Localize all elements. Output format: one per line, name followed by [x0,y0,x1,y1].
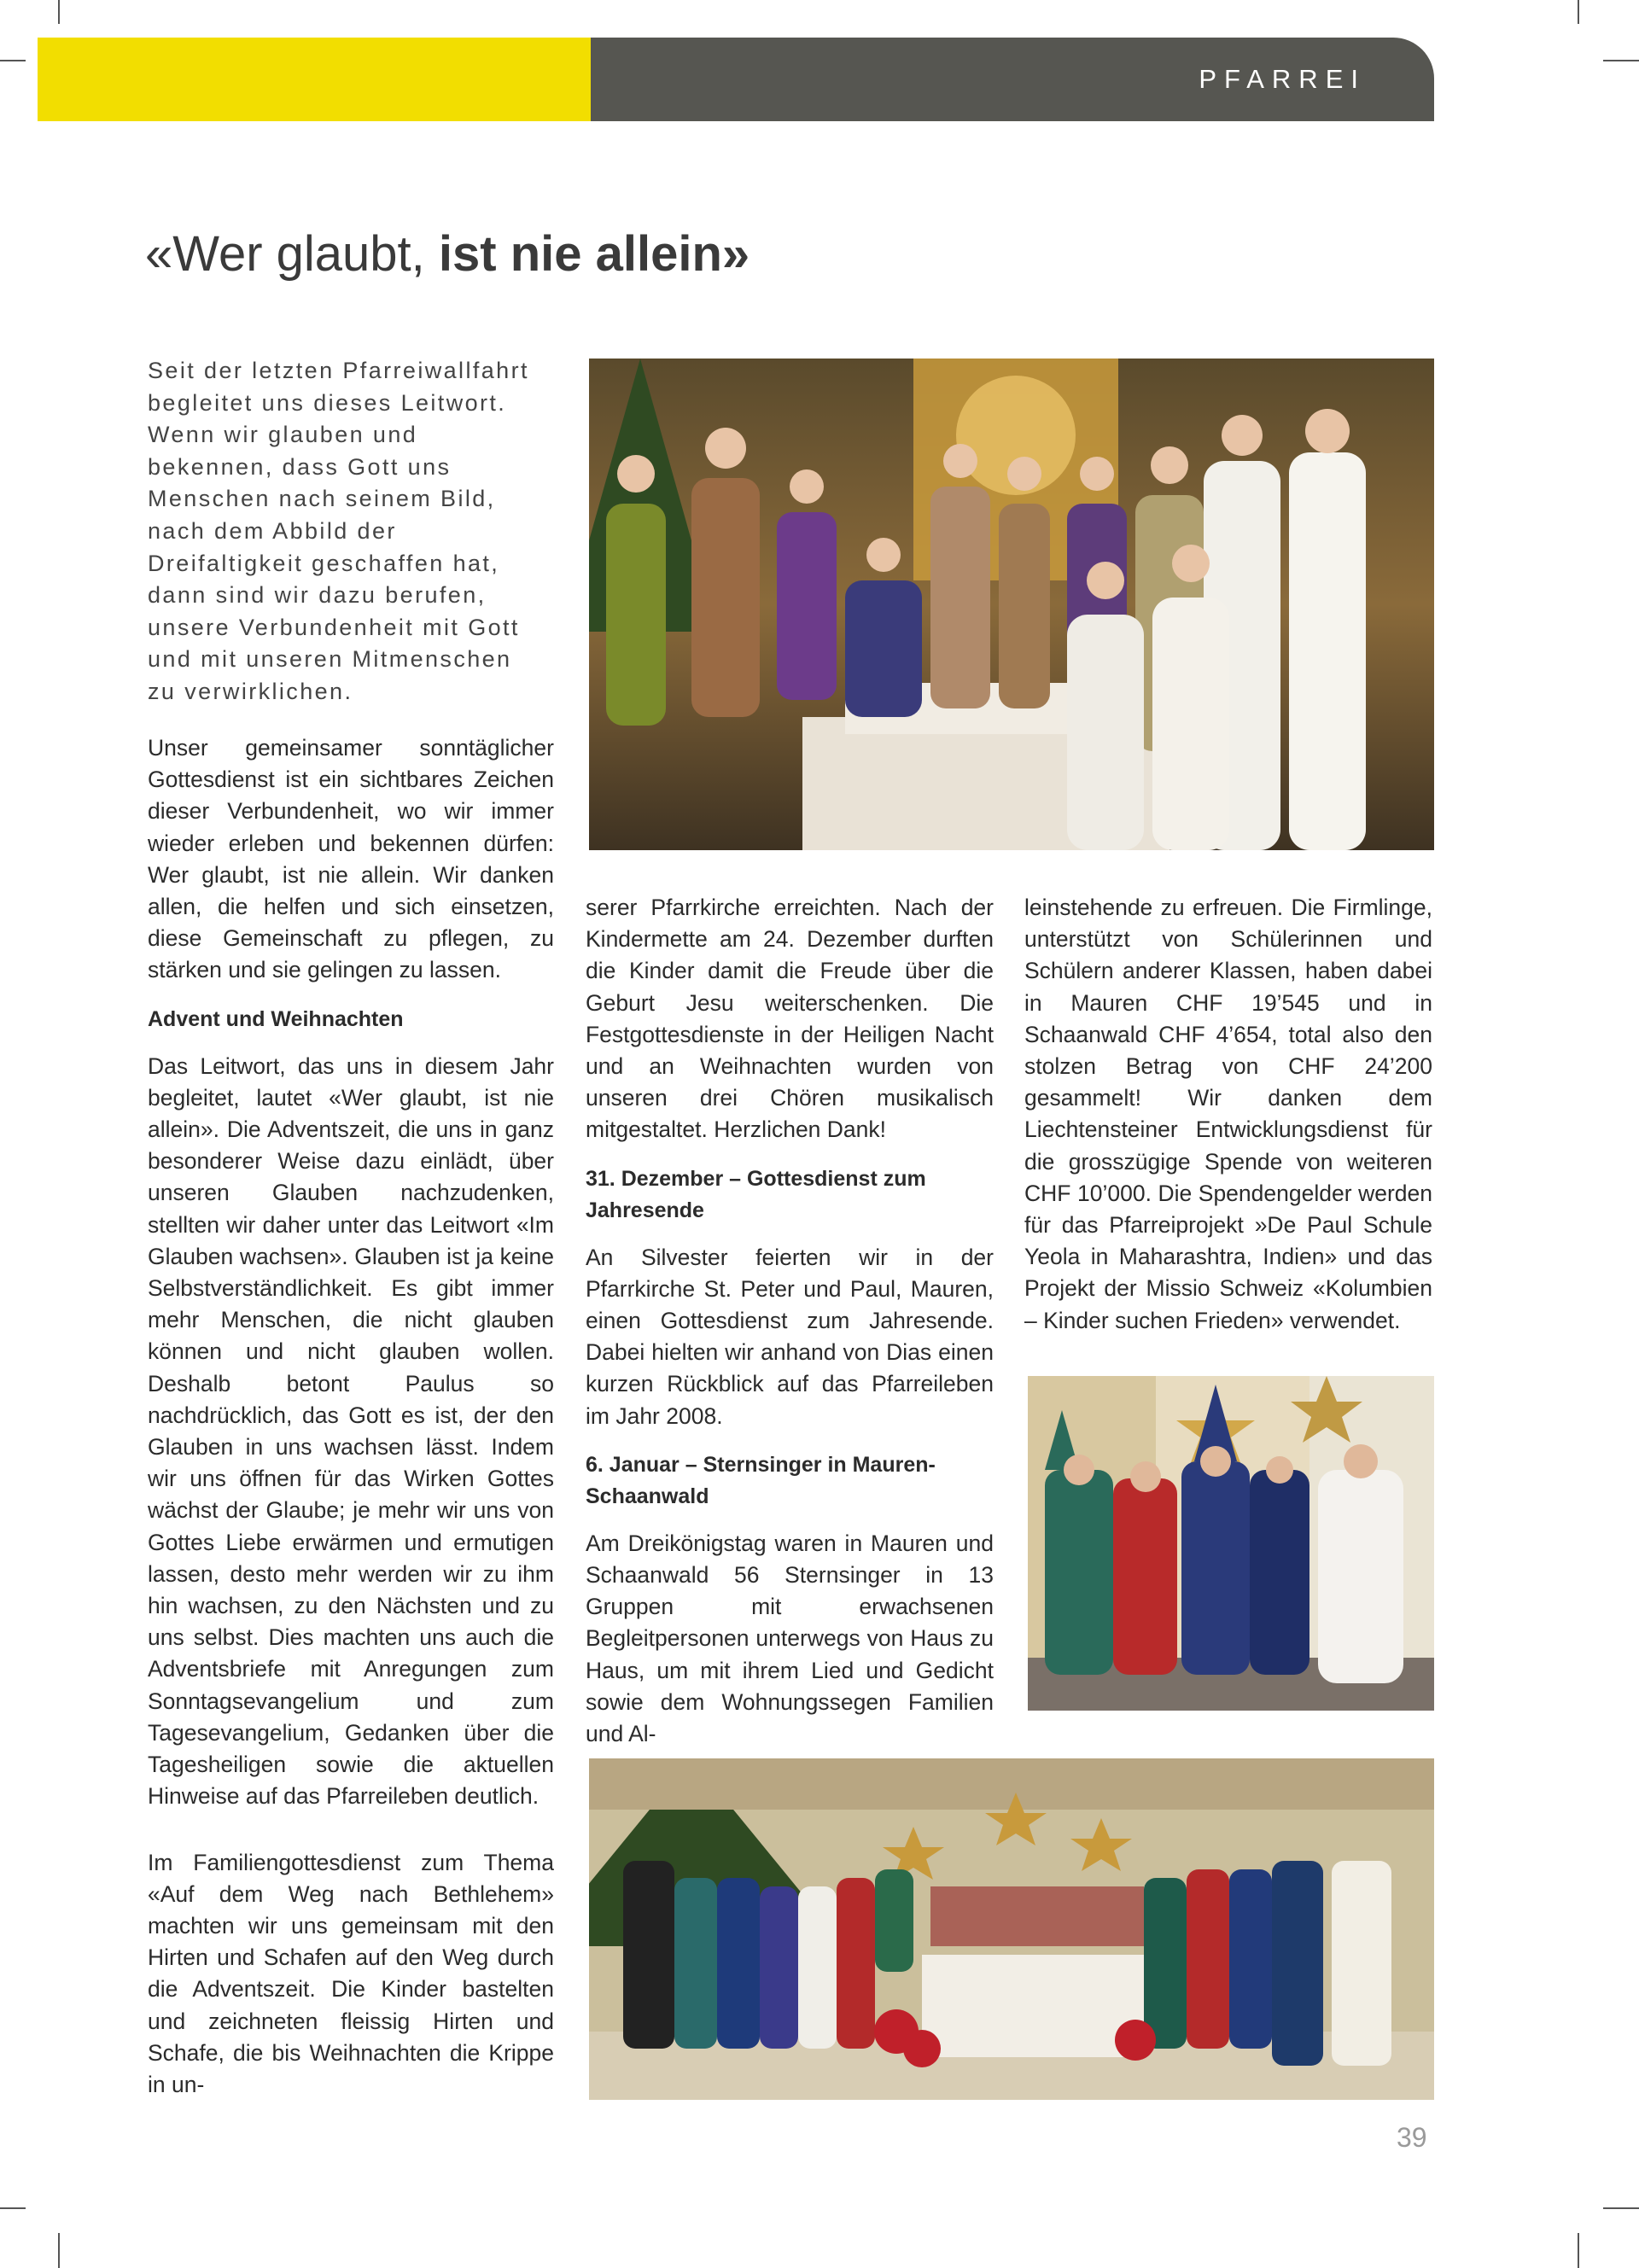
title-bold: ist nie allein» [438,226,750,282]
subheading-advent: Advent und Weihnachten [148,1006,404,1031]
subheading-sternsinger: 6. Januar – Sternsinger in Mauren-Schaanwald [586,1452,936,1508]
paragraph: Am Dreikönigstag waren in Mauren und Schaanwald 56 Sternsinger in 13 Gruppen mit erwachsenen Begleitpersonen unterwegs von Haus zu Haus, um mit ihrem Lied und Gedicht sowie dem Wohnungssegen Familien und Al- [586,1530,994,1747]
crop-mark [1578,2233,1579,2268]
crop-mark [0,2207,26,2209]
crop-mark [1578,0,1579,24]
paragraph: Im Familiengottesdienst zum Thema «Auf dem Weg nach Bethlehem» machten wir uns gemeinsam mit den Hirten und Schafen auf den Weg durch die Adventszeit. Die Kinder bastelten und zeichneten fleissig Hirten und Schafe, die bis Weihnachten die Krippe in un- [148,1849,554,2097]
section-label: PFARREI [1199,64,1366,94]
crop-mark [58,2233,60,2268]
text-column-1 [148,732,554,2118]
photo-nativity-play [589,359,1434,850]
paragraph: An Silvester feierten wir in der Pfarrkirche St. Peter und Paul, Mauren, einen Gottesdienst zum Jahresende. Dabei hielten wir anhand von Dias einen kurzen Rückblick auf das Pfarreileben im Jahr 2008. [586,1244,994,1429]
lead-paragraph: Seit der letzten Pfarreiwallfahrt begleitet uns dieses Leitwort. Wenn wir glauben und bekennen, dass Gott uns Menschen nach seinem Bild, nach dem Abbild der Dreifaltigkeit geschaffen hat, dann sind wir dazu berufen, unsere Verbundenheit mit Gott und mit unseren Mitmenschen zu verwirklichen. [148,358,529,704]
paragraph: Das Leitwort, das uns in diesem Jahr begleitet, lautet «Wer glaubt, ist nie allein». Die Adventszeit, die uns in ganz besonderer Weise dazu einlädt, über unseren Glauben nachzudenken, stellten wir daher unter das Leitwort «Im Glauben wachsen». Glauben ist ja keine Selbstverständlichkeit. Es gibt immer mehr Menschen, die nicht glauben können und nicht glauben wollen. Deshalb betont Paulus so nachdrücklich, das Gott es ist, der den Glauben in uns wachsen lässt. Indem wir uns öffnen für das Wirken Gottes wächst der Glaube; je mehr wir uns von Gottes Liebe erwärmen und ermutigen lassen, desto mehr werden wir zu ihm hin wachsen, zu den Nächsten und zu uns selbst. Dies machten uns auch die Adventsbriefe mit Anregungen zum Sonntagsevangelium und zum Tagesevangelium, Gedanken über die Tagesheiligen sowie die aktuellen Hinweise auf das Pfarreileben deutlich. [148,1052,554,1810]
text-column-3 [1024,892,1432,1354]
photo-sternsinger [1028,1376,1434,1711]
text-column-2 [586,892,994,1767]
article-title [145,225,750,283]
crop-mark [0,60,26,61]
paragraph: leinstehende zu erfreuen. Die Firmlinge, unterstützt von Schülerinnen und Schülern anderer Klassen, haben dabei in Mauren CHF 19’545 und in Schaanwald CHF 4’654, total also den stolzen Betrag von CHF 24’200 gesammelt! Wir danken dem Liechtensteiner Entwicklungsdienst für die grosszügige Spende von weiteren CHF 10’000. Die Spendengelder werden für das Pfarreiprojekt »De Paul Schule Yeola in Maharashtra, Indien» und das Projekt der Missio Schweiz «Kolumbien – Kinder suchen Frieden» verwendet. [1024,895,1432,1333]
header-accent-bar [38,38,591,121]
paragraph: Unser gemeinsamer sonntäglicher Gottesdienst ist ein sichtbares Zeichen dieser Verbundenheit, wo wir immer wieder erleben und bekennen dürfen: Wer glaubt, ist nie allein. Wir danken allen, die helfen und sich einsetzen, diese Gemeinschaft zu pflegen, zu stärken und sie gelingen zu lassen. [148,735,554,983]
crop-mark [58,0,60,24]
paragraph: serer Pfarrkirche erreichten. Nach der Kindermette am 24. Dezember durften die Kinder damit die Freude über die Geburt Jesu weiterschenken. Die Festgottesdienste in der Heiligen Nacht und an Weihnachten wurden von unseren drei Chören musikalisch mitgestaltet. Herzlichen Dank! [586,895,994,1143]
page-number: 39 [1397,2122,1427,2153]
title-light: «Wer glaubt, [145,226,439,282]
header-section-bar [591,38,1434,121]
crop-mark [1603,2207,1639,2209]
crop-mark [1603,60,1639,61]
subheading-jahresende: 31. Dezember – Gottesdienst zum Jahresende [586,1166,926,1222]
photo-group-altar [589,1758,1434,2100]
